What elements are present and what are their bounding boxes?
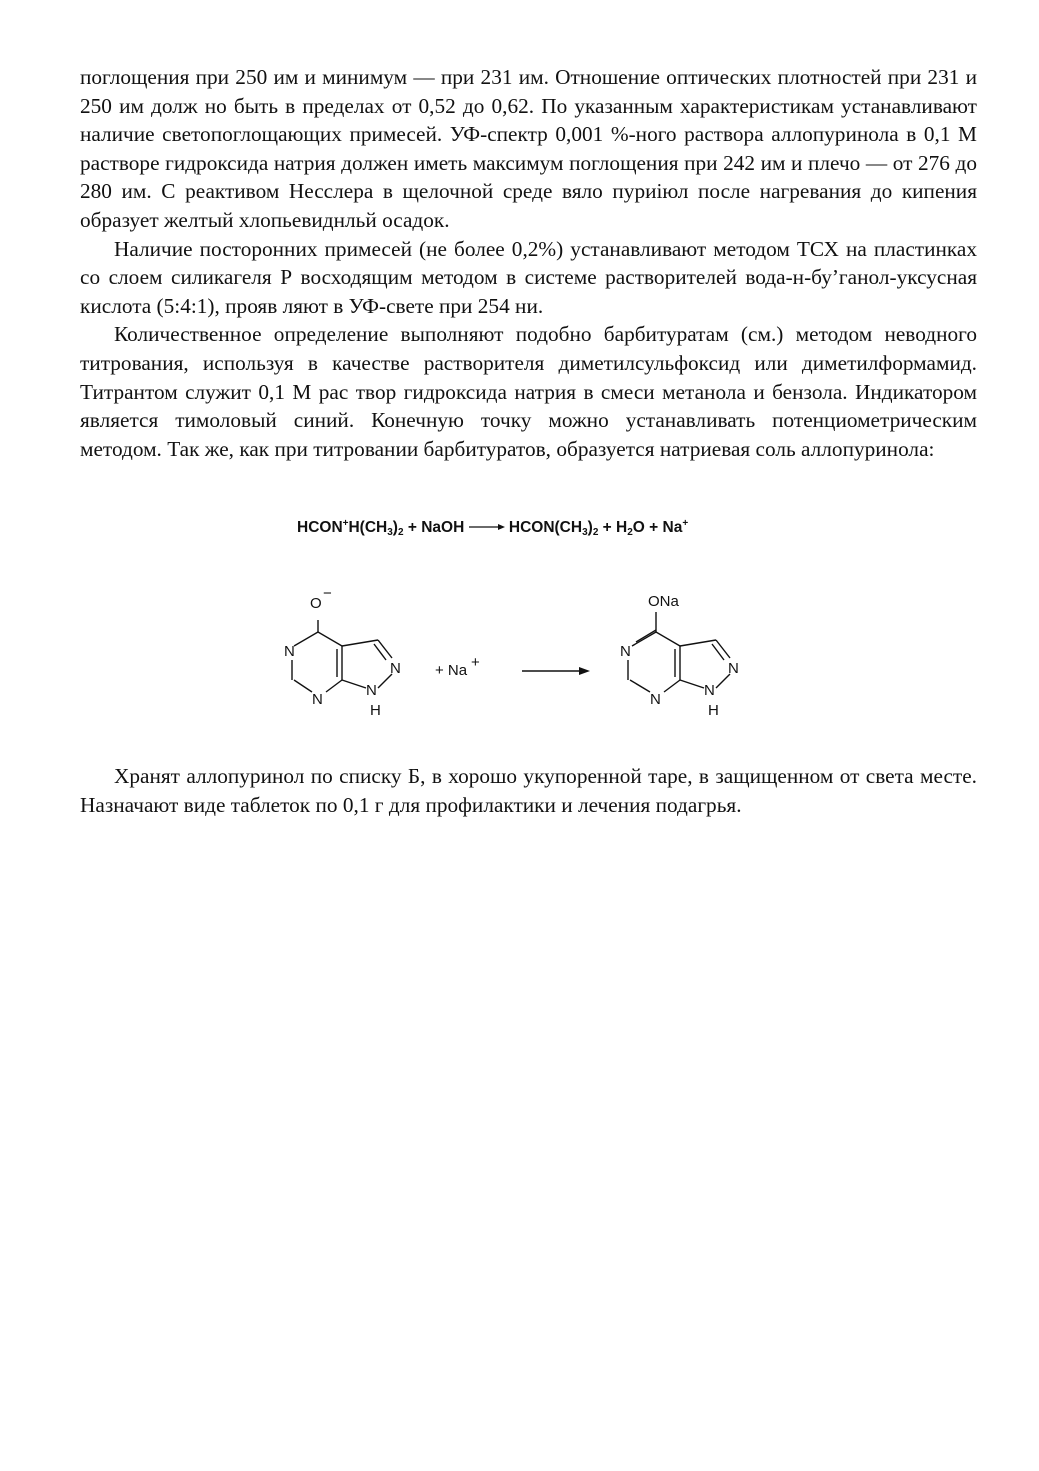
eq-sub: 2: [397, 527, 404, 538]
eq-product-1: HCON(CH: [504, 519, 583, 536]
negative-charge: −: [323, 585, 332, 602]
scheme-arrow-icon: [522, 667, 590, 675]
nitrogen-label: N: [620, 643, 631, 660]
reaction-arrow-icon: [469, 522, 505, 532]
reaction-equation: [297, 518, 688, 538]
nitrogen-label: N: [312, 691, 323, 708]
paragraph-storage: Хранят аллопуринол по списку Б, в хорошо укупоренной таре, в защищенном от света месте. Назначают виде таблеток по 0,1 г для профилактики и лечения подагрья.: [80, 764, 977, 817]
nitrogen-label: N: [284, 643, 295, 660]
allopurinol-salt-scheme: [270, 580, 770, 730]
eq-sub: 2: [592, 527, 599, 538]
oxygen-label: O: [310, 595, 322, 612]
eq-water: + H: [598, 519, 628, 536]
hydrogen-label: H: [370, 702, 381, 719]
eq-naoh: + NaOH: [403, 519, 469, 536]
sodium-allopurinol-structure: [628, 612, 730, 692]
eq-product-1b: ): [587, 519, 593, 536]
nitrogen-label: N: [366, 682, 377, 699]
eq-sub: 3: [582, 527, 588, 538]
eq-reactant-1c: ): [392, 519, 398, 536]
nitrogen-label: N: [728, 660, 739, 677]
nitrogen-label: N: [650, 691, 661, 708]
document-body: [80, 63, 977, 463]
eq-reactant-1: HCON: [297, 519, 343, 536]
nitrogen-label: N: [704, 682, 715, 699]
eq-charge: +: [342, 518, 349, 529]
paragraph-impurities: Наличие посторонних примесей (не более 0,2%) устанавливают методом ТСХ на пластинках со слоем силикагеля Р восходящим методом в системе растворителей вода-н-бу’ганол-уксусная кислота (5:4:1), прояв ляют в УФ-свете при 254 ни.: [80, 236, 977, 318]
document-body-continued: [80, 762, 977, 819]
hydrogen-label: H: [708, 702, 719, 719]
nitrogen-label: N: [390, 660, 401, 677]
sodium-cation-label: + Na: [435, 662, 468, 679]
cation-charge: +: [471, 654, 480, 671]
eq-charge: +: [682, 518, 689, 529]
sodium-oxide-label: ONa: [648, 593, 679, 610]
eq-reactant-1b: H(CH: [348, 519, 388, 536]
paragraph-quantitative: Количественное определение выполняют подобно барбитуратам (см.) методом неводного титрования, используя в качестве растворителя диметилсульфоксид или диметилформамид. Титрантом служит 0,1 М рас твор гидроксида натрия в смеси метанола и бензола. Индикатором является тимоловый синий. Конечную точку можно устанавливать потенциометрическим методом. Так же, как при титровании барбитуратов, образуется натриевая соль аллопуринола:: [80, 322, 977, 461]
allopurinol-anion-structure: [292, 620, 392, 692]
eq-sodium: O + Na: [632, 519, 683, 536]
eq-sub: 2: [627, 527, 633, 538]
eq-sub: 3: [387, 527, 393, 538]
paragraph-uv-spectrum: поглощения при 250 им и минимум — при 231 им. Отношение оптических плотностей при 231 и 250 им долж но быть в пределах от 0,52 до 0,62. По указанным характеристикам устанавливают наличие светопоглощающих примесей. УФ-спектр 0,001 %-ного раствора аллопуринола в 0,1 М растворе гидроксида натрия должен иметь максимум поглощения при 242 им и плечо — от 276 до 280 им. С реактивом Несслера в щелочной среде вяло пуриіюл после нагревания до кипения образует желтый хлопьевиднльй осадок.: [80, 65, 977, 232]
